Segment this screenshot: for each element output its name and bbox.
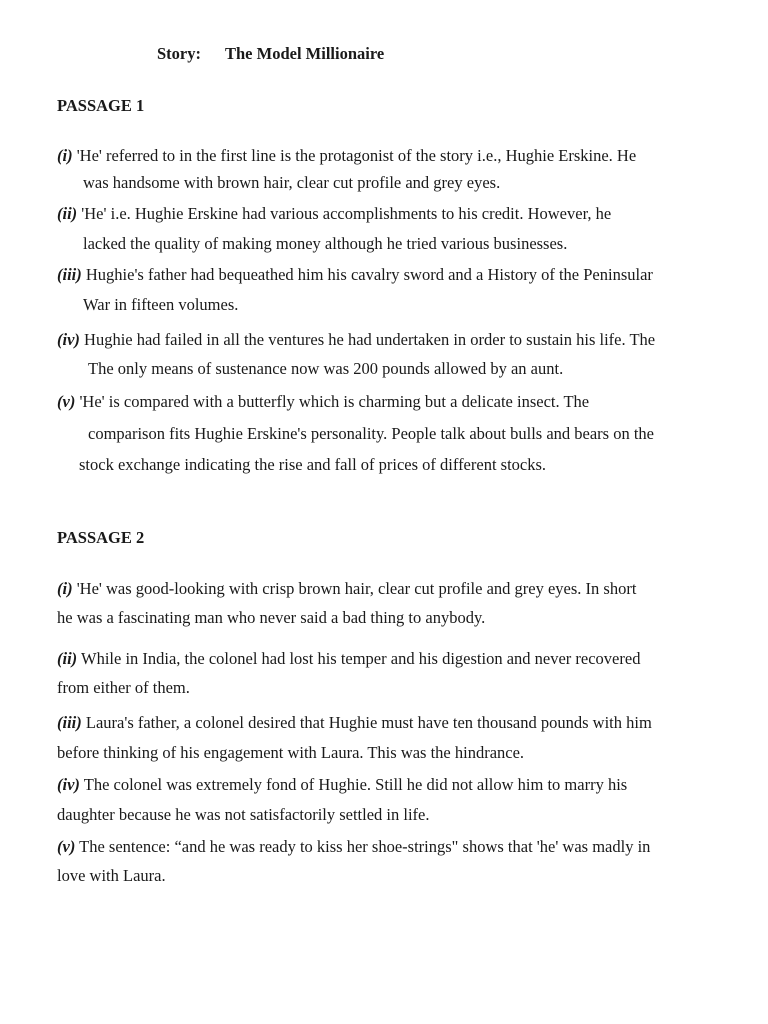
item-text-line: Laura's father, a colonel desired that Hughie must have ten thousand pounds with him	[85, 713, 652, 732]
item-text-line: War in fifteen volumes.	[83, 295, 239, 314]
item-number: (iv)	[57, 330, 80, 349]
item-text-line: The only means of sustenance now was 200 pounds allowed by an aunt.	[88, 359, 564, 378]
item-number: (iv)	[57, 775, 80, 794]
story-name: The Model Millionaire	[225, 44, 385, 63]
item-number: (iii)	[57, 265, 82, 284]
item-text-line: Hughie had failed in all the ventures he had undertaken in order to sustain his life. The	[84, 330, 656, 349]
item-number: (v)	[57, 837, 76, 856]
item-number: (v)	[57, 392, 76, 411]
item-text-line: While in India, the colonel had lost his temper and his digestion and never recovered	[81, 649, 641, 668]
item-text-line: he was a fascinating man who never said a bad thing to anybody.	[57, 608, 486, 627]
item-text-line: was handsome with brown hair, clear cut profile and grey eyes.	[83, 173, 501, 192]
item-text-line: 'He' referred to in the first line is the protagonist of the story i.e., Hughie Erskine. He	[76, 146, 637, 165]
passage-2-heading: PASSAGE 2	[57, 528, 145, 547]
story-label: Story:	[157, 44, 201, 63]
story-title	[157, 44, 384, 64]
item-text-line: daughter because he was not satisfactorily settled in life.	[57, 805, 430, 824]
item-text-line: comparison fits Hughie Erskine's personality. People talk about bulls and bears on the	[88, 424, 654, 443]
item-text-line: stock exchange indicating the rise and fall of prices of different stocks.	[79, 455, 547, 474]
item-text-line: before thinking of his engagement with Laura. This was the hindrance.	[57, 743, 525, 762]
item-text-line: The colonel was extremely fond of Hughie. Still he did not allow him to marry his	[83, 775, 628, 794]
item-text-line: 'He' i.e. Hughie Erskine had various accomplishments to his credit. However, he	[81, 204, 612, 223]
item-text-line: from either of them.	[57, 678, 190, 697]
item-text-line: Hughie's father had bequeathed him his cavalry sword and a History of the Peninsular	[85, 265, 653, 284]
item-number: (ii)	[57, 649, 78, 668]
item-text-line: The sentence: “and he was ready to kiss her shoe-strings" shows that 'he' was madly in	[79, 837, 651, 856]
passage-1-heading: PASSAGE 1	[57, 96, 145, 115]
item-number: (iii)	[57, 713, 82, 732]
item-number: (ii)	[57, 204, 78, 223]
item-text-line: 'He' is compared with a butterfly which is charming but a delicate insect. The	[79, 392, 590, 411]
item-text-line: love with Laura.	[57, 866, 166, 885]
item-number: (i)	[57, 146, 73, 165]
item-number: (i)	[57, 579, 73, 598]
item-text-line: 'He' was good-looking with crisp brown hair, clear cut profile and grey eyes. In short	[76, 579, 637, 598]
item-text-line: lacked the quality of making money although he tried various businesses.	[83, 234, 568, 253]
